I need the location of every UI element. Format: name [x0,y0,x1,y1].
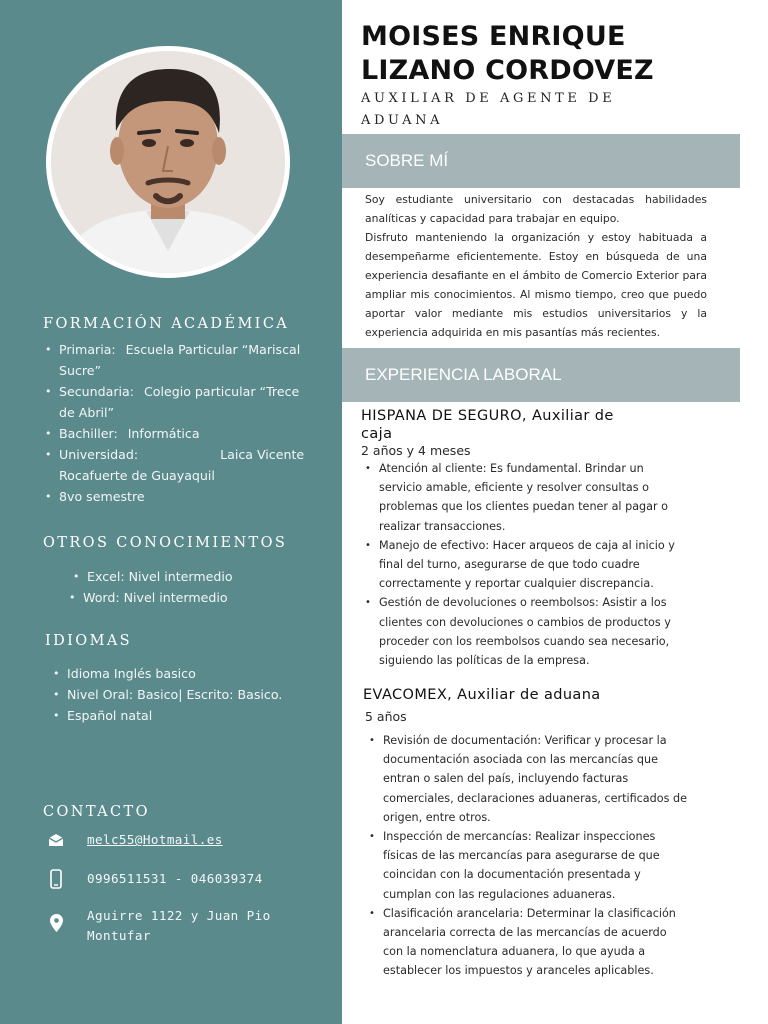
candidate-name: MOISES ENRIQUE LIZANO CORDOVEZ [361,21,654,86]
languages-heading: IDIOMAS [45,633,133,649]
language-item: • Nivel Oral: Basico| Escrito: Basico. [53,684,313,705]
contact-address-row [48,906,271,946]
address: Aguirre 1122 y Juan Pio Montufar [87,908,271,943]
language-item: • Idioma Inglés basico [53,663,313,684]
education-list [45,339,307,507]
job-duration: 5 años [365,709,407,724]
about-text: Soy estudiante universitario con destacadas habilidades analíticas y capacidad para trabajar en equipo. Disfruto manteniendo la organización y estoy habituada a desempeñarme eficientemente. Estoy en búsqueda de una experiencia desafiante en el ámbito de Comercio Exterior para ampliar mis conocimientos. Al mismo tiempo, creo que puedo aportar valor mediante mis estudios universitarios y la experiencia adquirida en mis pasantías más recientes. [365,193,707,339]
phone-icon [48,870,64,888]
job-duties-list [369,731,689,981]
education-item: • Primaria: Escuela Particular “Mariscal Sucre” [45,339,307,381]
job-duty-item: • Revisión de documentación: Verificar y procesar la documentación asociada con las mercancías que entran o salen del país, incluyendo facturas comerciales, declaraciones aduaneras, certificados de origen, entre otros. [369,731,689,827]
job-duty-item: • Manejo de efectivo: Hacer arqueos de caja al inicio y final del turno, asegurarse de que todo cuadre correctamente y reportar cualquier discrepancia. [365,536,685,594]
contact-phone-row [48,869,263,889]
experience-heading: EXPERIENCIA LABORAL [342,348,740,402]
profile-photo [51,51,285,273]
profile-photo-frame [46,46,290,278]
job-duty-item: • Atención al cliente: Es fundamental. Brindar un servicio amable, eficiente y resolver consultas o problemas que los clientes puedan tener al pagar o realizar transacciones. [365,459,685,536]
email-link[interactable]: melc55@Hotmail.es [87,832,223,847]
education-item: • Universidad: Laica Vicente Rocafuerte de Guayaquil [45,444,307,486]
candidate-role: AUXILIAR DE AGENTE DE ADUANA [361,91,616,128]
languages-list [53,663,313,726]
skill-item: • Word: Nivel intermedio [69,587,313,608]
education-heading: FORMACIÓN ACADÉMICA [43,316,290,332]
education-item: • Bachiller: Informática [45,423,307,444]
other-skills-heading: OTROS CONOCIMIENTOS [43,535,288,551]
location-pin-icon [48,914,64,932]
job-title: HISPANA DE SEGURO, Auxiliar de caja [361,408,614,442]
job-duties-list [365,459,685,670]
other-skills-list [73,566,313,608]
contact-email-row [48,830,223,850]
job-duty-item: • Inspección de mercancías: Realizar inspecciones físicas de las mercancías para asegurarse de que coincidan con la documentación presentada y cumplan con las regulaciones aduaneras. [369,827,689,904]
job-duty-item: • Gestión de devoluciones o reembolsos: Asistir a los clientes con devoluciones o cambios de productos y proceder con los reembolsos cuando sea necesario, siguiendo las políticas de la empresa. [365,593,685,670]
contact-heading: CONTACTO [43,804,150,820]
job-duty-item: • Clasificación arancelaria: Determinar la clasificación arancelaria correcta de las mercancías de acuerdo con la nomenclatura aduanera, lo que ayuda a establecer los impuestos y aranceles aplicables. [369,904,689,981]
language-item: • Español natal [53,705,313,726]
about-heading: SOBRE MÍ [342,134,740,188]
education-item: • Secundaria: Colegio particular “Trece de Abril” [45,381,307,423]
job-title: EVACOMEX, Auxiliar de aduana [363,687,601,703]
job-duration: 2 años y 4 meses [361,443,471,458]
skill-item: • Excel: Nivel intermedio [73,566,313,587]
education-item: • 8vo semestre [45,486,307,507]
sidebar [0,0,342,1024]
envelope-icon [48,831,64,849]
phone-number: 0996511531 - 046039374 [87,871,263,886]
